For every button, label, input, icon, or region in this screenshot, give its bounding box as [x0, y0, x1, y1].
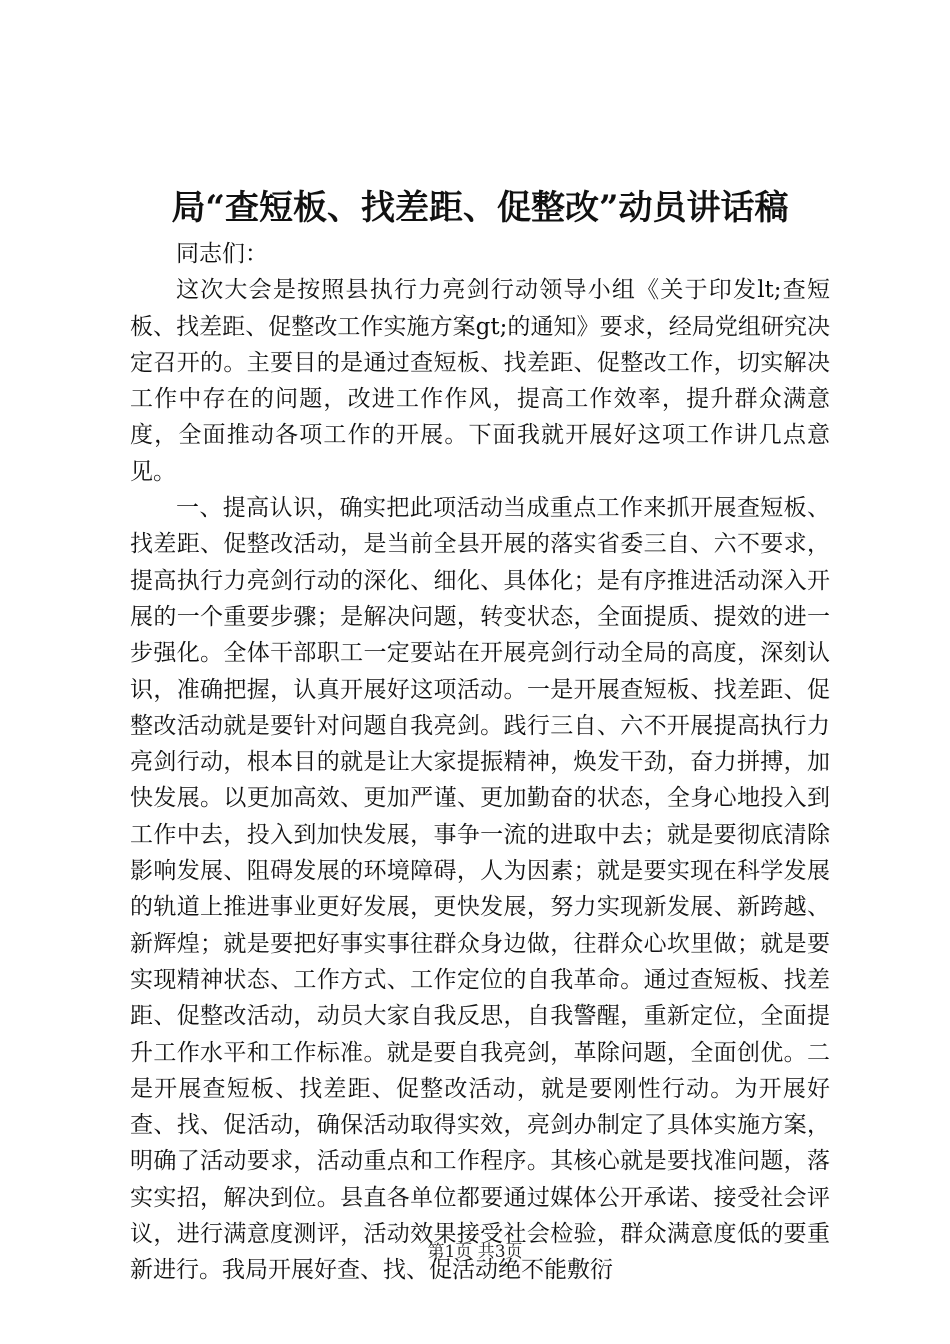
document-title: 局“查短板、找差距、促整改”动员讲话稿 — [171, 188, 789, 228]
paragraph-intro: 这次大会是按照县执行力亮剑行动领导小组《关于印发lt;查短板、找差距、促整改工作实施方案gt;的通知》要求，经局党组研究决定召开的。主要目的是通过查短板、找差距、促整改工作，切实解决工作中存在的问题，改进工作作风，提高工作效率，提升群众满意度，全面推动各项工作的开展。下面我就开展好这项工作讲几点意见。 — [130, 277, 830, 485]
page-number: 第1页 共3页 — [427, 1242, 523, 1262]
salutation: 同志们： — [176, 241, 268, 267]
paragraph-section-one: 一、提高认识，确实把此项活动当成重点工作来抓开展查短板、找差距、促整改活动，是当前全县开展的落实省委三自、六不要求，提高执行力亮剑行动的深化、细化、具体化；是有序推进活动深入开展的一个重要步骤；是解决问题，转变状态，全面提质、提效的进一步强化。全体干部职工一定要站在开展亮剑行动全局的高度，深刻认识，准确把握，认真开展好这项活动。一是开展查短板、找差距、促整改活动就是要针对问题自我亮剑。践行三自、六不开展提高执行力亮剑行动，根本目的就是让大家提振精神，焕发干劲，奋力拼搏，加快发展。以更加高效、更加严谨、更加勤奋的状态，全身心地投入到工作中去，投入到加快发展，事争一流的进取中去；就是要彻底清除影响发展、阻碍发展的环境障碍，人为因素；就是要实现在科学发展的轨道上推进事业更好发展，更快发展，努力实现新发展、新跨越、新辉煌；就是要把好事实事往群众身边做，往群众心坎里做；就是要实现精神状态、工作方式、工作定位的自我革命。通过查短板、找差距、促整改活动，动员大家自我反思，自我警醒，重新定位，全面提升工作水平和工作标准。就是要自我亮剑，革除问题，全面创优。二是开展查短板、找差距、促整改活动，就是要刚性行动。为开展好查、找、促活动，确保活动取得实效，亮剑办制定了具体实施方案，明确了活动要求，活动重点和工作程序。其核心就是要找准问题，落实实招，解决到位。县直各单位都要通过媒体公开承诺、接受社会评议，进行满意度测评，活动效果接受社会检验，群众满意度低的要重新进行。我局开展好查、找、促活动绝不能敷衍 — [130, 495, 830, 1284]
document-body — [130, 236, 830, 1289]
